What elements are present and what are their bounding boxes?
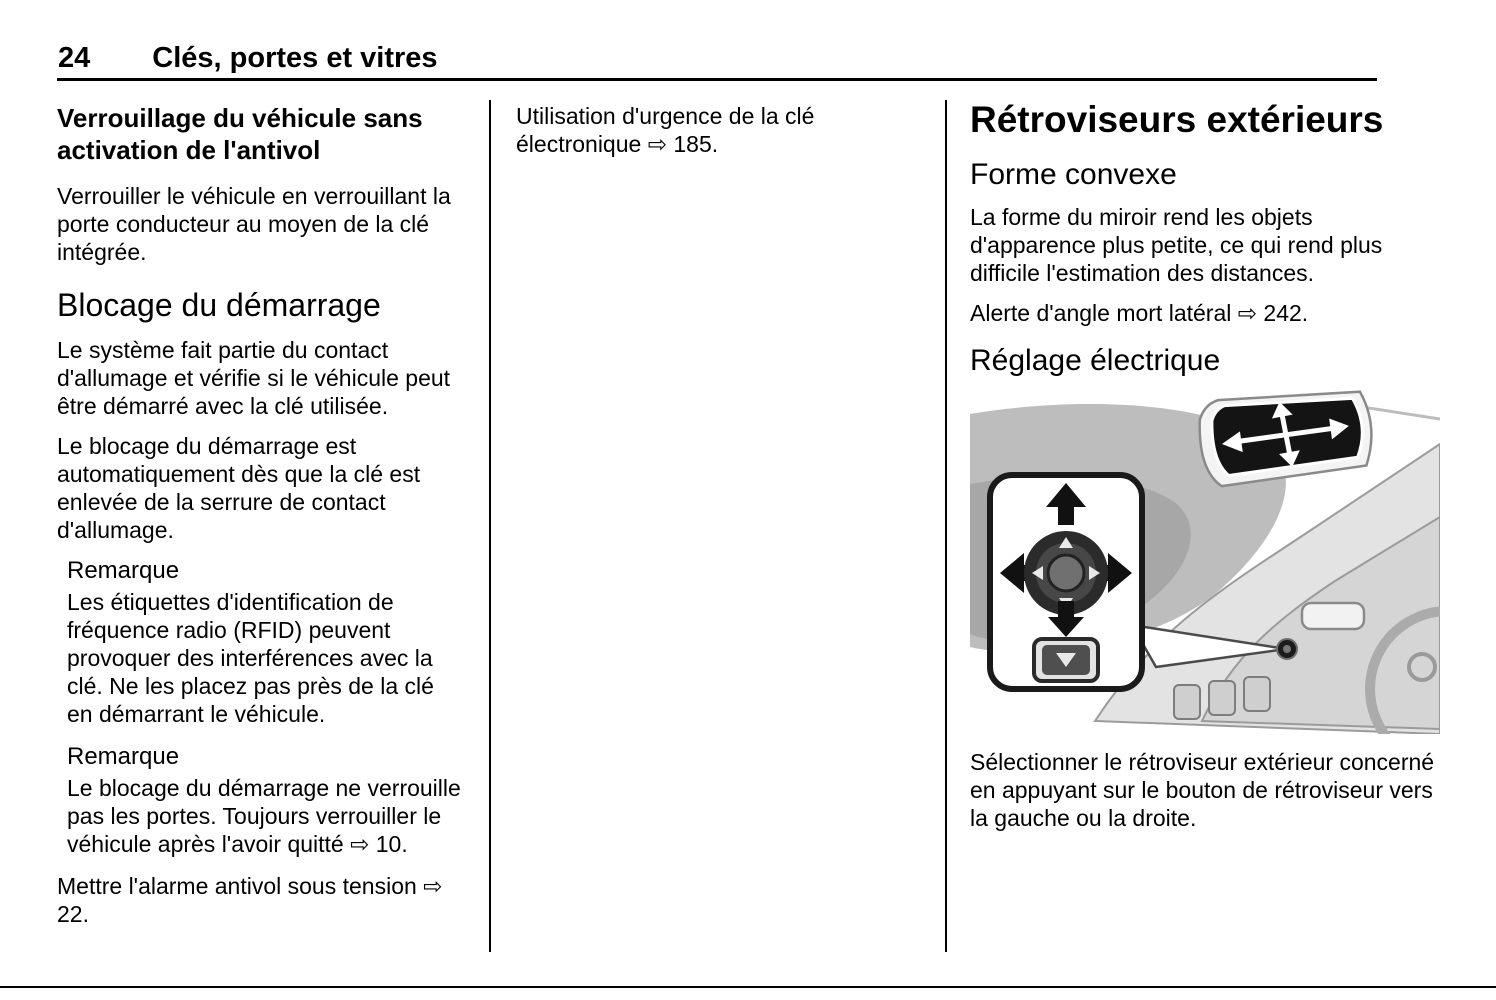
bottom-rule: [0, 986, 1496, 988]
column-middle: [516, 102, 936, 170]
column-right: [970, 98, 1442, 844]
page-number: 24: [58, 42, 91, 74]
mirror-adjustment-figure: [970, 389, 1440, 734]
paragraph-forme-miroir: La forme du miroir rend les objets d'apparence plus petite, ce qui rend plus difficile l'estimation des distances.: [970, 204, 1383, 286]
four-way-control-panel: [990, 475, 1142, 689]
header-rule: [57, 78, 1377, 81]
note-text-rfid: Les étiquettes d'identification de fréquence radio (RFID) peuvent provoquer des interférences avec la clé. Ne les placez pas près de la clé en démarrant le véhicule.: [67, 589, 434, 727]
heading-forme-convexe: Forme convexe: [970, 158, 1177, 191]
column-left: [57, 102, 463, 940]
window-switch: [1174, 685, 1200, 719]
heading-verrouillage-sans-antivol: Verrouillage du véhicule sans activation de l'antivol: [57, 103, 423, 165]
window-switch: [1209, 681, 1235, 715]
page-header: [58, 42, 438, 75]
column-divider-left: [489, 100, 491, 952]
note-label: Remarque: [67, 743, 180, 770]
paragraph-alarme-antivol: Mettre l'alarme antivol sous tension ⇨ 22.: [57, 873, 443, 927]
paragraph-selectionner-retroviseur: Sélectionner le rétroviseur extérieur concerné en appuyant sur le bouton de rétroviseur vers la gauche ou la droite.: [970, 749, 1435, 831]
paragraph-verrouiller-vehicule: Verrouiller le véhicule en verrouillant la porte conducteur au moyen de la clé intégrée.: [57, 183, 451, 265]
note-text-verrouillage: Le blocage du démarrage ne verrouille pas les portes. Toujours verrouiller le véhicule après l'avoir quitté ⇨ 10.: [67, 775, 461, 857]
door-handle: [1302, 603, 1364, 629]
mirror-adjustment-illustration: [970, 389, 1440, 734]
paragraph-utilisation-urgence: Utilisation d'urgence de la clé électronique ⇨ 185.: [516, 103, 815, 157]
paragraph-alerte-angle-mort: Alerte d'angle mort latéral ⇨ 242.: [970, 300, 1309, 326]
window-switch: [1244, 677, 1270, 711]
heading-blocage-demarrage: Blocage du démarrage: [57, 287, 381, 323]
paragraph-blocage-automatique: Le blocage du démarrage est automatiquement dès que la clé est enlevée de la serrure de contact d'allumage.: [57, 433, 421, 543]
heading-reglage-electrique: Réglage électrique: [970, 344, 1221, 377]
note-label: Remarque: [67, 557, 180, 584]
chapter-title: Clés, portes et vitres: [152, 42, 438, 74]
note-block-verrouillage: [67, 742, 463, 858]
mirror-select-switch: [1034, 639, 1098, 681]
note-block-rfid: [67, 556, 463, 728]
column-divider-right: [945, 100, 947, 952]
heading-retroviseurs-exterieurs: Rétroviseurs extérieurs: [970, 99, 1384, 140]
paragraph-systeme-contact: Le système fait partie du contact d'allumage et vérifie si le véhicule peut être démarré avec la clé utilisée.: [57, 337, 451, 419]
